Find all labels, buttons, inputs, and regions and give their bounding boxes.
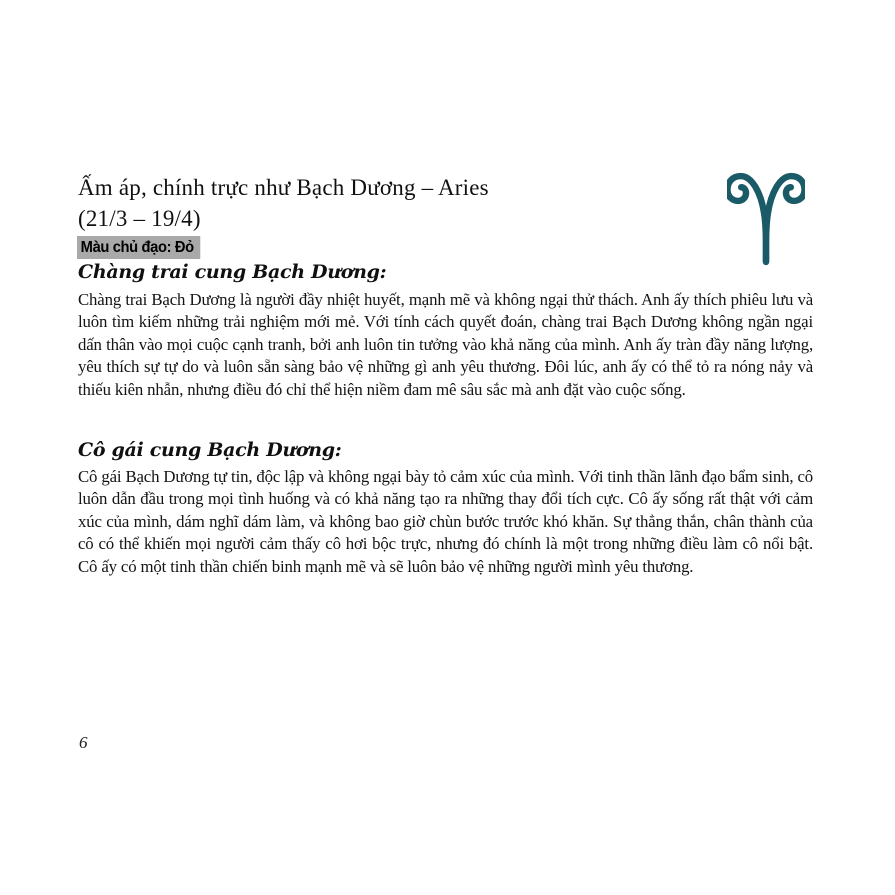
aries-icon-svg — [727, 168, 805, 266]
page-title-line1: Ấm áp, chính trực như Bạch Dương – Aries — [78, 175, 489, 200]
aries-icon — [727, 168, 805, 266]
page-title — [78, 172, 698, 234]
aries-horn-left — [727, 176, 766, 262]
section-body-aries-woman: Cô gái Bạch Dương tự tin, độc lập và không ngại bày tỏ cảm xúc của mình. Với tinh thần lãnh đạo bẩm sinh, cô luôn dẫn đầu trong mọi tình huống và có khả năng tạo ra những thay đổi tích cực. Cô ấy sống rất thật với cảm xúc của mình, dám nghĩ dám làm, và không bao giờ chùn bước trước khó khăn. Sự thẳng thắn, chân thành của cô có thể khiến mọi người cảm thấy cô hơi bộc trực, nhưng đó chính là một trong những điều làm cô nổi bật. Cô ấy có một tinh thần chiến binh mạnh mẽ và sẽ luôn bảo vệ những người mình yêu thương. — [78, 467, 813, 576]
aries-horn-right — [766, 176, 805, 262]
section-heading-aries-man: Chàng trai cung Bạch Dương: — [78, 261, 387, 283]
color-theme-label: Màu chủ đạo: Đỏ — [77, 236, 200, 259]
page-number: 6 — [79, 733, 88, 752]
section-body-aries-man: Chàng trai Bạch Dương là người đầy nhiệt huyết, mạnh mẽ và không ngại thử thách. Anh ấy thích phiêu lưu và luôn tìm kiếm những trải nghiệm mới mẻ. Với tính cách quyết đoán, chàng trai Bạch Dương không ngần ngại dấn thân vào mọi cuộc cạnh tranh, bởi anh luôn tin tưởng vào khả năng của mình. Anh ấy tràn đầy năng lượng, yêu thích sự tự do và luôn sẵn sàng bảo vệ những gì anh yêu thương. Đôi lúc, anh ấy có thể tỏ ra nóng nảy và thiếu kiên nhẫn, nhưng điều đó chỉ thể hiện niềm đam mê sâu sắc mà anh đặt vào cuộc sống. — [78, 290, 813, 399]
section-heading-aries-woman: Cô gái cung Bạch Dương: — [78, 439, 342, 461]
page-title-line2: (21/3 – 19/4) — [78, 206, 201, 231]
